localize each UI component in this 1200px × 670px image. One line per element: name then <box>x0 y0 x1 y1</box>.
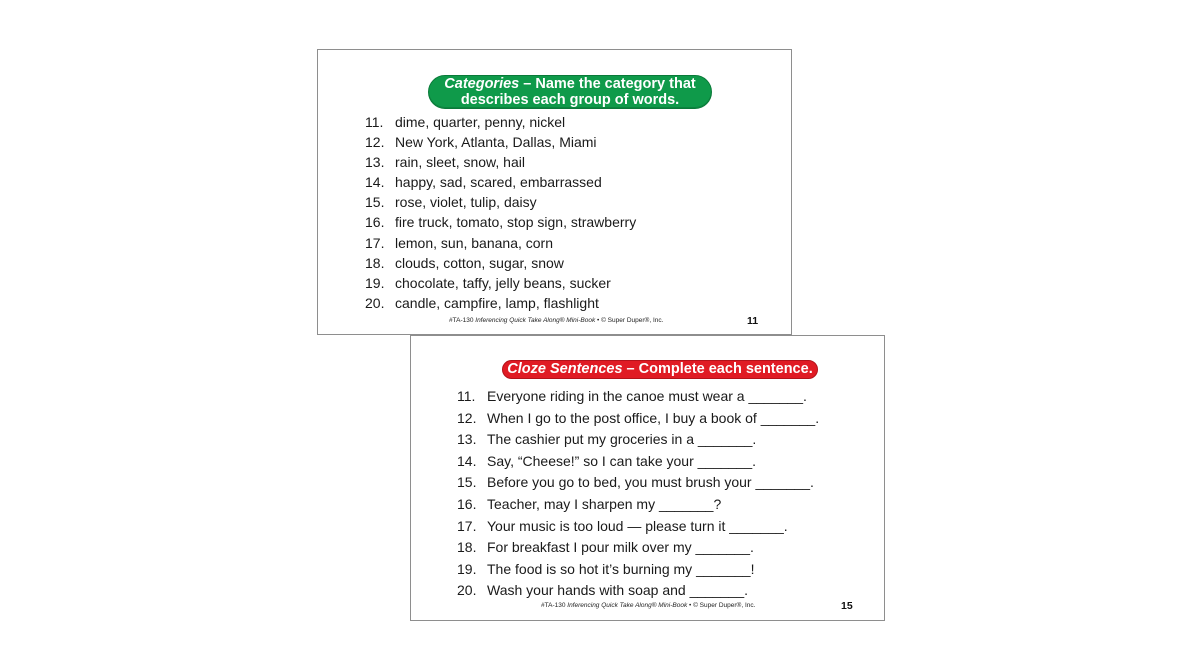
item-text: chocolate, taffy, jelly beans, sucker <box>395 274 611 291</box>
item-text: rose, violet, tulip, daisy <box>395 194 537 211</box>
item-text: Before you go to bed, you must brush your _______. <box>487 474 814 491</box>
page-number: 11 <box>747 315 759 327</box>
item-number: 20. <box>365 294 385 311</box>
item-number: 13. <box>365 154 385 171</box>
list-item <box>365 172 636 192</box>
item-number: 20. <box>457 582 477 599</box>
list-item <box>457 472 819 494</box>
list-item <box>457 494 819 516</box>
footer-publisher: • © Super Duper®, Inc. <box>595 317 664 324</box>
item-text: When I go to the post office, I buy a book of _______. <box>487 409 820 426</box>
list-item <box>457 429 819 451</box>
item-number: 15. <box>365 194 385 211</box>
item-text: dime, quarter, penny, nickel <box>395 114 566 130</box>
item-number: 18. <box>457 539 477 556</box>
cloze-header-banner <box>502 360 818 379</box>
header-title-italic: Cloze Sentences <box>507 361 623 377</box>
list-item <box>457 580 819 602</box>
list-item <box>365 273 636 293</box>
list-item <box>365 112 636 132</box>
header-title-italic: Categories <box>444 76 520 92</box>
list-item <box>365 192 636 212</box>
footer-book-title: Inferencing Quick Take Along® Mini-Book <box>475 317 596 324</box>
item-text: candle, campfire, lamp, flashlight <box>395 294 599 311</box>
list-item <box>457 559 819 581</box>
list-item <box>457 516 819 538</box>
item-number: 13. <box>457 431 477 448</box>
header-title-rest: – Complete each sentence. <box>622 361 813 377</box>
list-item <box>457 386 819 408</box>
item-number: 19. <box>457 560 477 577</box>
item-number: 14. <box>365 174 385 191</box>
list-item <box>365 212 636 232</box>
item-text: For breakfast I pour milk over my _______. <box>487 539 754 556</box>
item-number: 16. <box>457 495 477 512</box>
item-number: 14. <box>457 452 477 469</box>
item-number: 17. <box>365 234 385 251</box>
list-item <box>457 451 819 473</box>
item-number: 19. <box>365 274 385 291</box>
cloze-sentences-list <box>457 386 819 602</box>
item-number: 11. <box>457 388 476 404</box>
item-text: Teacher, may I sharpen my _______? <box>487 495 722 512</box>
list-item <box>365 233 636 253</box>
page-number: 15 <box>841 600 853 612</box>
item-number: 17. <box>457 517 477 534</box>
list-item <box>457 408 819 430</box>
list-item <box>365 253 636 273</box>
header-title-rest: – Name the category that describes each group of words. <box>460 76 696 108</box>
cloze-sentences-page <box>410 335 885 621</box>
list-item <box>365 152 636 172</box>
item-number: 11. <box>365 114 384 130</box>
page-footer <box>449 317 663 324</box>
categories-header-banner <box>428 75 712 109</box>
item-text: Your music is too loud — please turn it _______. <box>487 517 788 534</box>
item-text: rain, sleet, snow, hail <box>395 154 525 171</box>
item-text: happy, sad, scared, embarrassed <box>395 174 602 191</box>
item-text: lemon, sun, banana, corn <box>395 234 553 251</box>
footer-code: #TA-130 <box>541 602 568 609</box>
page-footer <box>541 602 755 609</box>
list-item <box>365 293 636 313</box>
item-text: fire truck, tomato, stop sign, strawberry <box>395 214 637 231</box>
list-item <box>457 537 819 559</box>
item-number: 18. <box>365 254 385 271</box>
item-text: The cashier put my groceries in a _______. <box>487 431 757 448</box>
footer-book-title: Inferencing Quick Take Along® Mini-Book <box>567 602 688 609</box>
item-text: Everyone riding in the canoe must wear a _______. <box>487 388 807 404</box>
item-number: 15. <box>457 474 477 491</box>
footer-publisher: • © Super Duper®, Inc. <box>687 602 756 609</box>
item-text: Say, “Cheese!” so I can take your _______. <box>487 452 757 469</box>
item-text: The food is so hot it’s burning my _______! <box>487 560 755 577</box>
footer-code: #TA-130 <box>449 317 476 324</box>
list-item <box>365 132 636 152</box>
categories-page <box>317 49 792 335</box>
item-number: 12. <box>365 134 385 151</box>
item-text: Wash your hands with soap and _______. <box>487 582 748 599</box>
item-number: 16. <box>365 214 385 231</box>
item-text: clouds, cotton, sugar, snow <box>395 254 564 271</box>
item-number: 12. <box>457 409 477 426</box>
item-text: New York, Atlanta, Dallas, Miami <box>395 134 597 151</box>
categories-list <box>365 112 636 313</box>
